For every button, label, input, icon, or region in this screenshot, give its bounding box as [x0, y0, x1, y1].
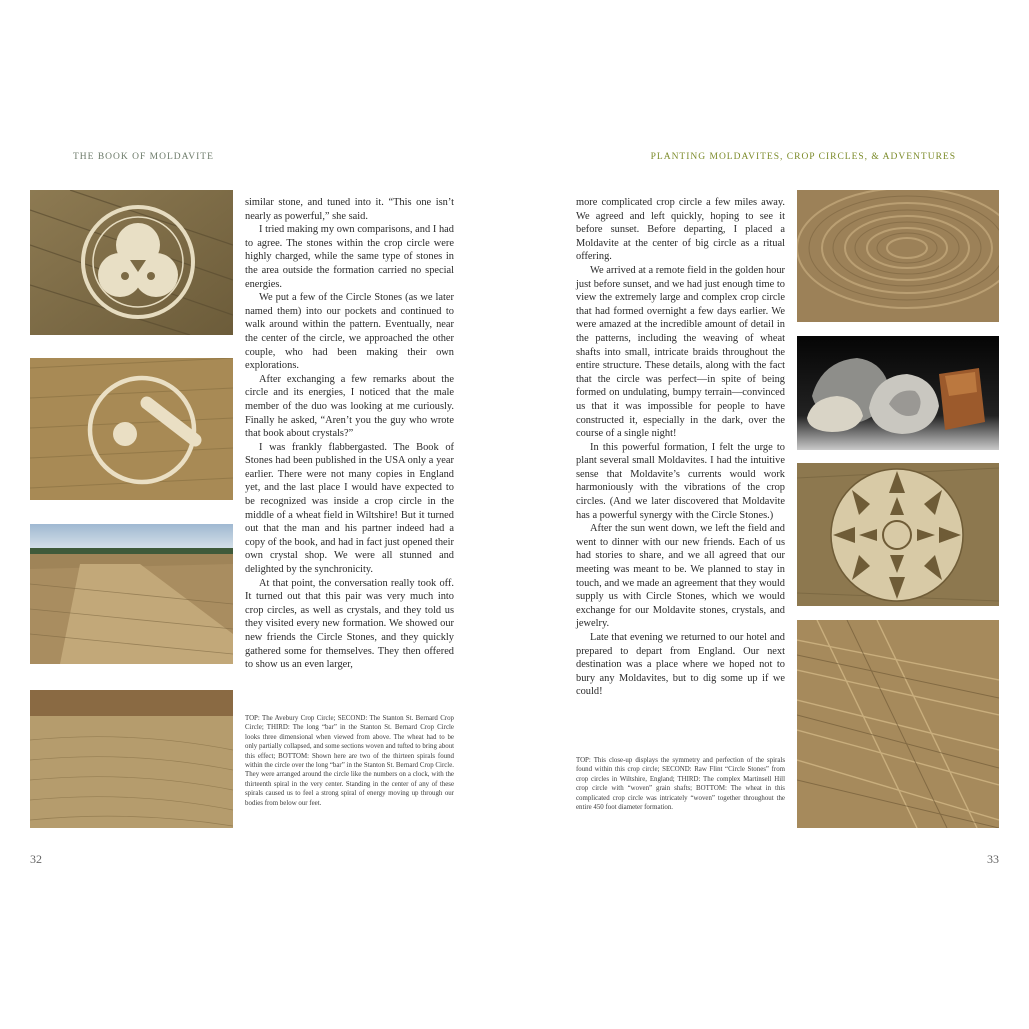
page-number-right: 33	[987, 852, 999, 866]
right-paragraph: After the sun went down, we left the field and went to dinner with our new friends. Each of us had stories to share, and we all agreed that our meeting was meant to be. We planned to stay in touch, and we made an agreement that they would supply us with Circle Stones, which we would exchange for our Moldavite stones, crystals, and jewelry.	[576, 523, 785, 630]
left-paragraph: I was frankly flabbergasted. The Book of Stones had been published in the USA only a year earlier. There were not many copies in England yet, and the last place I would have expected to be recognized was inside a crop circle in the middle of a wheat field in Wiltshire! But it turned out that the man and his partner indeed had a copy of the book, and had in fact just opened their own crystal shop. We were all stunned and delighted by the synchronicity.	[245, 441, 454, 576]
photo-woven-wheat	[797, 620, 999, 828]
photo-martinsell-hill-crop-circle	[797, 463, 999, 606]
photo-spiral-closeup	[797, 190, 999, 322]
left-paragraph: We put a few of the Circle Stones (as we later named them) into our pockets and continued to walk around within the pattern. Eventually, near the center of the circle, we approached the other couple, who had been making their own explorations.	[245, 292, 454, 372]
photo-spirals-field	[30, 690, 233, 828]
photo-stanton-st-bernard-crop-circle	[30, 358, 233, 500]
page-number-left: 32	[30, 852, 42, 866]
right-paragraph: Late that evening we returned to our hotel and prepared to depart from England. Our next destination was a place where we hoped not to bury any Moldavites, but to dig some up if we could!	[576, 632, 785, 698]
running-head-left: THE BOOK OF MOLDAVITE	[73, 152, 214, 162]
left-paragraph: I tried making my own comparisons, and I had to agree. The stones within the crop circle were highly charged, while the same type of stones in the area outside the formation carried no special energies.	[245, 224, 454, 290]
right-caption: TOP: This close-up displays the symmetry and perfection of the spirals found within this crop circle; SECOND: Raw Flint “Circle Stones” from crop circles in Wiltshire, England; THIRD: The complex Martinsell Hill crop circle with “woven” grain shafts; BOTTOM: The wheat in this complicated crop circle was intricately “woven” together throughout the entire 450 foot diameter formation.	[576, 757, 785, 812]
right-paragraph: In this powerful formation, I felt the urge to plant several small Moldavites. I had the intuitive sense that Moldavite’s currents would work harmoniously with the vibrations of the crop circles. (And we later discovered that Moldavite has a powerful synergy with the Circle Stones.)	[576, 441, 785, 521]
right-paragraph: more complicated crop circle a few miles away. We agreed and left quickly, hoping to see it before sunset. Before departing, I placed a Moldavite at the center of big circle as a ritual offering.	[576, 197, 785, 263]
photo-avebury-crop-circle	[30, 190, 233, 335]
left-caption: TOP: The Avebury Crop Circle; SECOND: The Stanton St. Bernard Crop Circle; THIRD: The long “bar” in the Stanton St. Bernard Crop Circle looks three dimensional when viewed from above. The wheat had to be only partially collapsed, and some sections woven and tufted to bring about this effect; BOTTOM: Shown here are two of the thirteen spirals found within the circle over the long “bar” in the Stanton St. Bernard Crop Circle. They were arranged around the circle like the numbers on a clock, with the thirteenth spiral in the very center. Standing in the center of any of these spirals caused us to feel a strong spiral of energy moving up through our bodies from below our feet.	[245, 715, 454, 807]
running-head-right: PLANTING MOLDAVITES, CROP CIRCLES, & ADVENTURES	[650, 152, 956, 162]
right-paragraph: We arrived at a remote field in the golden hour just before sunset, and we had just enough time to view the extremely large and complex crop circle that had formed overnight a few days earlier. We were amazed at the incredible amount of detail in the patterns, including the weaving of wheat shafts into small, intricate braids throughout the entire structure. These details, along with the fact that the circle was perfect—in spite of being formed on undulating, bumpy terrain—convinced us that it was impossible for people to have constructed it, especially in the dark, over the course of a single night!	[576, 264, 785, 440]
left-paragraph: similar stone, and tuned into it. “This one isn’t nearly as powerful,” she said.	[245, 197, 454, 222]
right-body-text	[576, 196, 785, 699]
left-body-text	[245, 196, 454, 672]
photo-long-bar-field	[30, 524, 233, 664]
left-paragraph: At that point, the conversation really took off. It turned out that this pair was very much into crop circles, as well as crystals, and they told us they visited every new formation. We showed our new friends the Circle Stones, and they quickly gathered some for themselves. They then offered to show us an even larger,	[245, 577, 454, 671]
photo-flint-circle-stones	[797, 336, 999, 450]
left-paragraph: After exchanging a few remarks about the circle and its energies, I noticed that the male member of the duo was looking at me curiously. Finally he asked, “Aren’t you the guy who wrote that book about crystals?”	[245, 373, 454, 440]
